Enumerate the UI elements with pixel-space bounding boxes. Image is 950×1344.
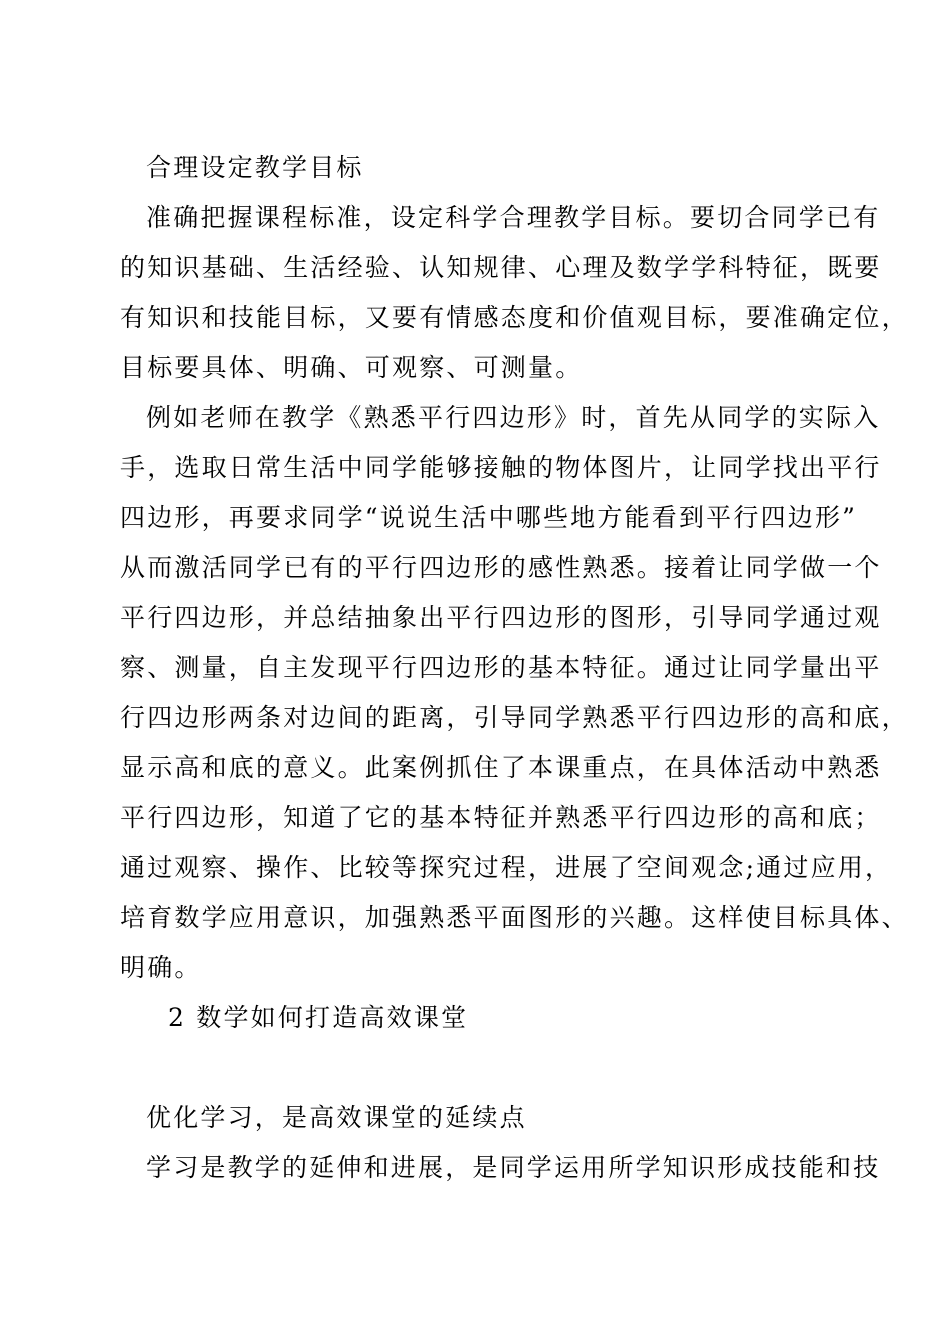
paragraph-2-line-9: 平行四边形，知道了它的基本特征并熟悉平行四边形的高和底；	[120, 803, 882, 832]
paragraph-1-line-4: 目标要具体、明确、可观察、可测量。	[120, 353, 583, 382]
paragraph-2-line-5: 平行四边形，并总结抽象出平行四边形的图形，引导同学通过观	[120, 603, 882, 632]
paragraph-1-line-3: 有知识和技能目标，又要有情感态度和价值观目标，要准确定位，	[120, 303, 909, 332]
paragraph-2-line-3: 四边形，再要求同学“说说生活中哪些地方能看到平行四边形”	[120, 503, 858, 532]
paragraph-2-line-7: 行四边形两条对边间的距离，引导同学熟悉平行四边形的高和底，	[120, 703, 909, 732]
paragraph-2-line-10: 通过观察、操作、比较等探究过程，进展了空间观念;通过应用，	[120, 853, 893, 882]
paragraph-2-line-1: 例如老师在教学《熟悉平行四边形》时，首先从同学的实际入	[146, 403, 881, 432]
paragraph-2-line-4: 从而激活同学已有的平行四边形的感性熟悉。接着让同学做一个	[120, 553, 882, 582]
paragraph-2-line-2: 手，选取日常生活中同学能够接触的物体图片，让同学找出平行	[120, 453, 882, 482]
paragraph-3-line-1: 学习是教学的延伸和进展，是同学运用所学知识形成技能和技	[146, 1153, 881, 1182]
paragraph-2-line-8: 显示高和底的意义。此案例抓住了本课重点，在具体活动中熟悉	[120, 753, 882, 782]
paragraph-2-line-6: 察、测量，自主发现平行四边形的基本特征。通过让同学量出平	[120, 653, 882, 682]
paragraph-2-line-11: 培育数学应用意识，加强熟悉平面图形的兴趣。这样使目标具体、	[120, 903, 909, 932]
section-heading-1: 合理设定教学目标	[146, 153, 364, 182]
paragraph-2-line-12: 明确。	[120, 953, 202, 982]
section-heading-2: 2 数学如何打造高效课堂	[168, 1003, 469, 1032]
paragraph-1-line-1: 准确把握课程标准，设定科学合理教学目标。要切合同学已有	[146, 203, 881, 232]
paragraph-1-line-2: 的知识基础、生活经验、认知规律、心理及数学学科特征，既要	[120, 253, 882, 282]
section-heading-3: 优化学习，是高效课堂的延续点	[146, 1103, 527, 1132]
